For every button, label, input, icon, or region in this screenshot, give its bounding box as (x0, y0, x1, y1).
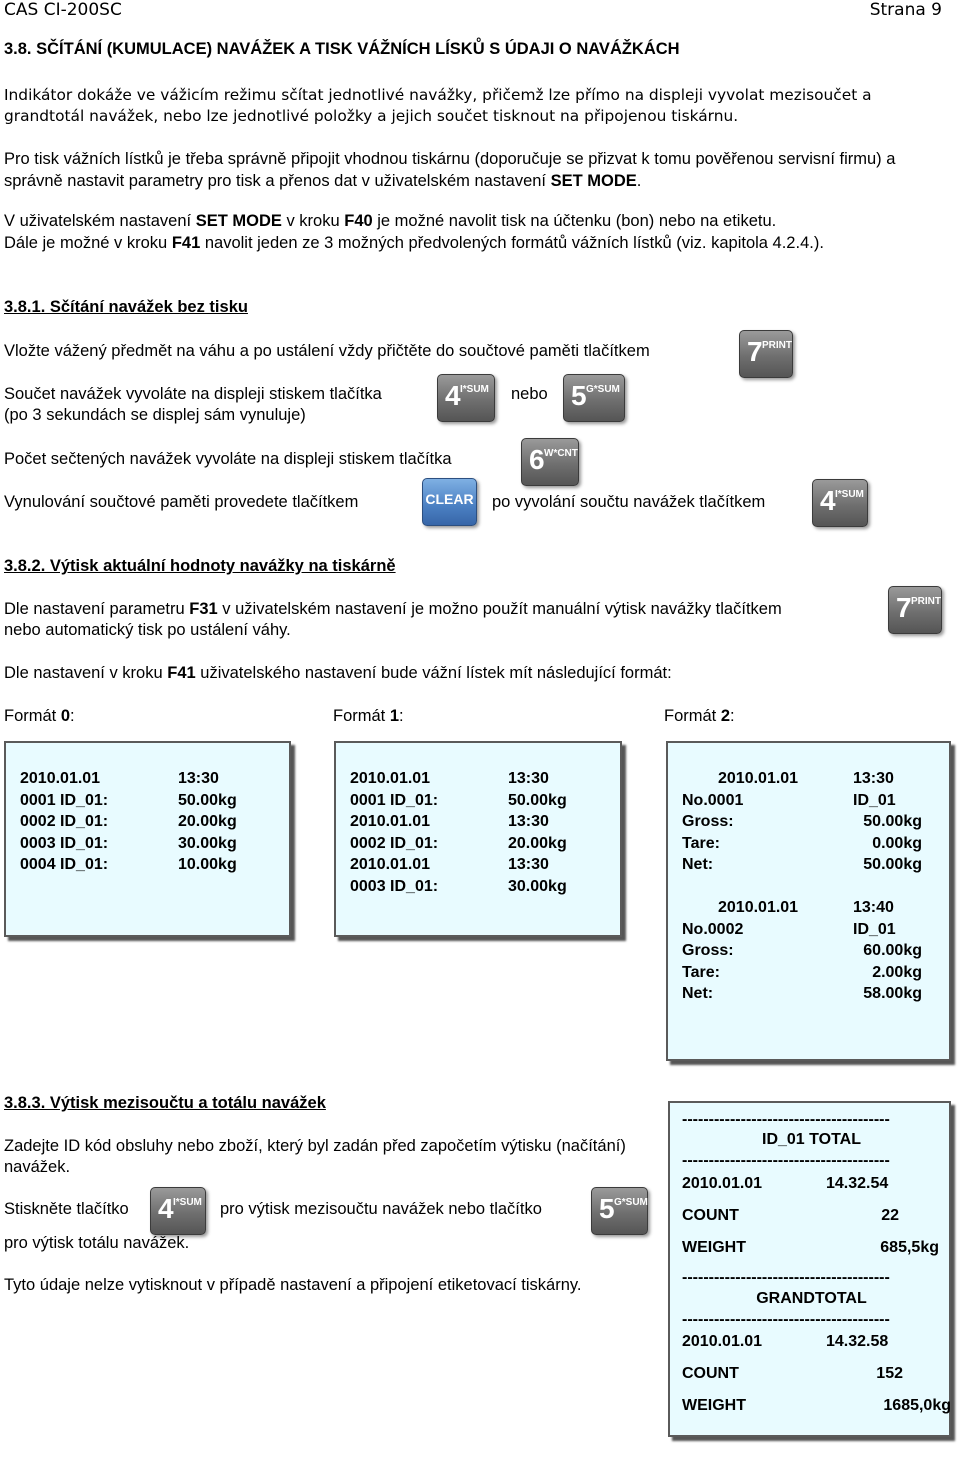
ticket-dash-1: --------------------------------------- (682, 1111, 890, 1128)
format-0-row-value: 30.00kg (178, 834, 237, 852)
format-1-row-label: 2010.01.01 (350, 813, 431, 830)
format-0-row-label: 0003 ID_01: (20, 834, 109, 852)
clear-key[interactable]: CLEAR (422, 478, 477, 526)
format-2-ticket-1-row-label: Tare: (682, 834, 720, 852)
format-intro: Dle nastavení v kroku F41 uživatelského nastavení bude vážní lístek mít následující formát: (4, 664, 672, 682)
total-weight-label: WEIGHT (682, 1239, 746, 1256)
format-1-row-value: 20.00kg (508, 834, 567, 852)
id-instruction: Zadejte ID kód obsluhy nebo zboží, který byl zadán před započetím výtisku (načítání) navážek. (4, 1137, 626, 1176)
format-2-ticket-1-row-value: 50.00kg (863, 813, 922, 830)
format-1-row-label: 2010.01.01 (350, 856, 431, 873)
gsum-key[interactable]: 5 G*SUM (563, 374, 625, 422)
after-sum-instruction: po vyvolání součtu navážek tlačítkem (492, 493, 766, 511)
section-title: 3.8. SČÍTÁNÍ (KUMULACE) NAVÁŽEK A TISK VÁŽNÍCH LÍSKŮ S ÚDAJI O NAVÁŽKÁCH (4, 40, 680, 58)
format-2-ticket (666, 741, 951, 1061)
page-number: Strana 9 (869, 0, 942, 20)
format-0-row-label: 2010.01.01 (20, 770, 101, 787)
format-2-ticket-1-row-value: 50.00kg (863, 856, 922, 873)
format-0-label: Formát 0: (4, 707, 75, 725)
format-0-row-label: 0001 ID_01: (20, 791, 109, 809)
total-ticket (668, 1101, 951, 1437)
format-2-ticket-1-row-label: 2010.01.01 (718, 770, 799, 787)
format-2-ticket-2-row-label: Tare: (682, 963, 720, 981)
grand-date: 2010.01.01 (682, 1333, 763, 1350)
sum-display-instruction: Součet navážek vyvoláte na displeji stiskem tlačítka (4, 385, 382, 403)
total-count-label: COUNT (682, 1207, 739, 1224)
grand-weight-label: WEIGHT (682, 1397, 746, 1414)
format-1-label: Formát 1: (333, 707, 404, 725)
f40-paragraph: V uživatelském nastavení SET MODE v kroku F40 je možné navolit tisk na účtenku (bon) nebo na etiketu. (4, 212, 777, 230)
intro-paragraph: Indikátor dokáže ve vážicím režimu sčítat jednotlivé navážky, přičemž lze přímo na displeji vyvolat mezisoučet a grandtotál navážek, nebo lze jednotlivé položky a jejich součet tisknout na připojenou tiskárnu. (4, 86, 872, 125)
grand-weight-value: 1685,0kg (883, 1397, 951, 1414)
format-2-ticket-2-row-value: ID_01 (853, 920, 896, 938)
label-printer-note: Tyto údaje nelze vytisknout v případě nastavení a připojení etiketovací tiskárny. (4, 1276, 582, 1294)
format-1-row-value: 13:30 (508, 770, 549, 787)
accumulate-instruction: Vložte vážený předmět na váhu a po ustálení vždy přičtěte do součtové paměti tlačítkem (4, 342, 650, 360)
format-2-ticket-1-row-label: Gross: (682, 813, 734, 830)
isum-key-2[interactable]: 4 I*SUM (812, 479, 868, 527)
format-2-ticket-1-row-value: 13:30 (853, 770, 894, 787)
format-2-ticket-2-row-label: Net: (682, 985, 714, 1002)
subsection-383-title: 3.8.3. Výtisk mezisoučtu a totálu navážek (4, 1094, 326, 1112)
format-2-ticket-2-row-label: No.0002 (682, 920, 744, 938)
format-2-ticket-1-row-label: Net: (682, 856, 714, 873)
format-2-label: Formát 2: (664, 707, 735, 725)
format-0-row-label: 0002 ID_01: (20, 813, 109, 830)
isum-key-3[interactable]: 4 I*SUM (150, 1187, 206, 1235)
format-0-ticket (4, 741, 291, 937)
subtotal-instruction: pro výtisk mezisoučtu navážek nebo tlačítko (220, 1200, 542, 1218)
format-0-row-label: 0004 ID_01: (20, 856, 109, 873)
print-key[interactable]: 7 PRINT (739, 330, 793, 378)
grand-time: 14.32.58 (826, 1333, 889, 1350)
format-1-row-label: 2010.01.01 (350, 770, 431, 787)
format-0-row-value: 10.00kg (178, 856, 237, 873)
format-2-ticket-1-row-value: 0.00kg (872, 834, 922, 852)
format-2-ticket-1-row-label: No.0001 (682, 791, 744, 809)
doc-model: CAS CI-200SC (4, 0, 122, 20)
ticket-dash-2: --------------------------------------- (682, 1152, 890, 1169)
auto-reset-note: (po 3 sekundách se displej sám vynuluje) (4, 406, 306, 424)
format-2-ticket-2-row-value: 58.00kg (863, 985, 922, 1002)
ticket-dash-3: --------------------------------------- (682, 1269, 890, 1286)
total-weight-value: 685,5kg (880, 1239, 939, 1256)
format-2-ticket-2-row-value: 2.00kg (872, 963, 922, 981)
format-1-row-label: 0003 ID_01: (350, 877, 439, 895)
reset-memory-instruction: Vynulování součtové paměti provedete tlačítkem (4, 493, 359, 511)
f41-paragraph: Dále je možné v kroku F41 navolit jeden ze 3 možných předvolených formátů vážních lístků (viz. kapitola 4.2.4.). (4, 234, 824, 252)
format-1-row-value: 13:30 (508, 856, 549, 873)
format-0-row-value: 13:30 (178, 770, 219, 787)
gsum-key-2[interactable]: 5 G*SUM (591, 1187, 648, 1235)
format-0-row-value: 50.00kg (178, 791, 237, 809)
format-2-ticket-2-row-label: 2010.01.01 (718, 899, 799, 916)
format-2-ticket-1-row-value: ID_01 (853, 791, 896, 809)
count-display-instruction: Počet sečtených navážek vyvoláte na displeji stiskem tlačítka (4, 450, 452, 468)
print-key-2[interactable]: 7 PRINT (888, 586, 942, 634)
format-2-ticket-2-row-value: 13:40 (853, 899, 894, 916)
press-key-label: Stiskněte tlačítko (4, 1200, 129, 1218)
subsection-381-title: 3.8.1. Sčítání navážek bez tisku (4, 298, 248, 316)
grand-count-value: 152 (876, 1365, 903, 1382)
total-date: 2010.01.01 (682, 1175, 763, 1192)
isum-key[interactable]: 4 I*SUM (437, 374, 495, 422)
wcnt-key[interactable]: 6 W*CNT (521, 438, 579, 486)
or-label: nebo (511, 385, 548, 403)
total-count-value: 22 (881, 1207, 899, 1224)
auto-print-note: nebo automatický tisk po ustálení váhy. (4, 621, 291, 639)
format-1-row-value: 50.00kg (508, 791, 567, 809)
ticket-dash-4: --------------------------------------- (682, 1311, 890, 1328)
grandtotal-heading: GRANDTOTAL (756, 1290, 867, 1307)
format-1-ticket (334, 741, 622, 937)
total-time: 14.32.54 (826, 1175, 889, 1192)
grand-count-label: COUNT (682, 1365, 739, 1382)
f31-paragraph: Dle nastavení parametru F31 v uživatelském nastavení je možno použít manuální výtisk navážky tlačítkem (4, 600, 782, 618)
format-1-row-value: 13:30 (508, 813, 549, 830)
id-total-heading: ID_01 TOTAL (762, 1131, 861, 1148)
format-1-row-label: 0001 ID_01: (350, 791, 439, 809)
format-0-row-value: 20.00kg (178, 813, 237, 830)
subsection-382-title: 3.8.2. Výtisk aktuální hodnoty navážky na tiskárně (4, 557, 396, 575)
format-2-ticket-2-row-value: 60.00kg (863, 942, 922, 959)
format-1-row-value: 30.00kg (508, 877, 567, 895)
grandtotal-instruction: pro výtisk totálu navážek. (4, 1234, 190, 1252)
format-2-ticket-2-row-label: Gross: (682, 942, 734, 959)
format-1-row-label: 0002 ID_01: (350, 834, 439, 852)
printer-paragraph: Pro tisk vážních lístků je třeba správně připojit vhodnou tiskárnu (doporučuje se přizvat k tomu pověřenou servisní firmu) a správně nastavit parametry pro tisk a přenos dat v uživatelském nastavení SET MODE. (4, 150, 896, 190)
